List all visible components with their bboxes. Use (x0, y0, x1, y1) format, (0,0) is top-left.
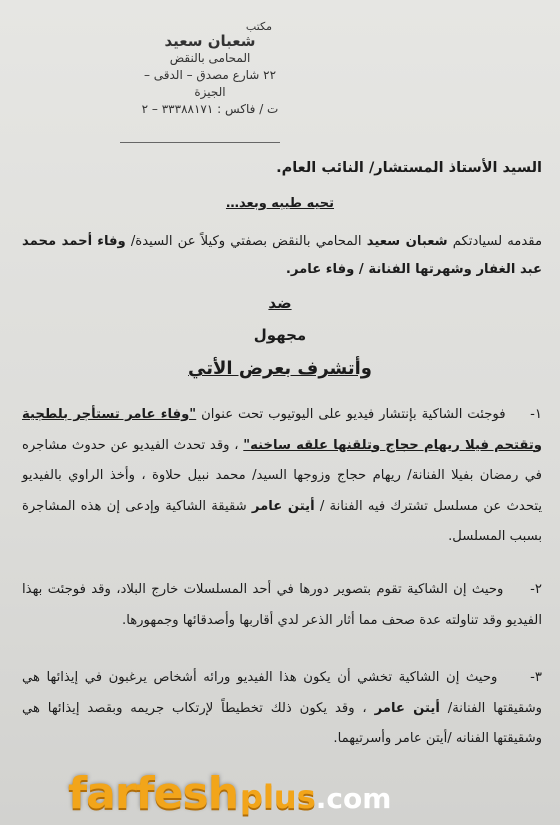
intro-client-short: وفاء (97, 234, 126, 249)
paragraph-3-text-b: ، وقد يكون ذلك تخطيطاً لإرتكاب جريمه وبقصد إيذائها هي وشقيقتها الفنانه /أيتن عامر وأسرتيهما. (22, 700, 542, 746)
paragraph-3-text-a: وحيث إن الشاكية تخشي أن يكون هذا الفيديو ورائه أشخاص يرغبون في إيذائها هي وشقيقتها الفنانة/ (22, 670, 542, 716)
intro-paragraph (22, 228, 542, 284)
site-watermark-logo (68, 768, 488, 820)
paragraph-1-number: ١- (530, 407, 542, 422)
paragraph-1-video-title: "وفاء عامر تستأجر بلطجية وتقتحم فيلا ريهام حجاج وتلقنها علقه ساخنه" (22, 407, 542, 453)
letterhead-address: ٢٢ شارع مصدق – الدقى – الجيزة (143, 68, 277, 99)
paragraph-1 (22, 400, 542, 553)
intro-lawyer-name: شعبان سعيد (366, 234, 448, 249)
watermark-main: farfesh (68, 768, 239, 819)
paragraph-3-number: ٣- (530, 670, 542, 685)
paragraph-1-text-b: ، وقد تحدث الفيديو عن حدوث مشاجره في رمضان بفيلا الفنانة/ ريهام حجاج وزوجها السيد/ محمد نبيل حلاوة ، وأخذ الراوي بالفيديو يتحدث عن مسلسل تشترك فيه الفنانة / (22, 437, 542, 514)
paragraph-2-text: وحيث إن الشاكية تقوم بتصوير دورها في أحد المسلسلات خارج البلاد، وقد فوجئت بهذا الفيديو وقد تناولته عدة صحف مما أثار الذعر لدي أقاربها وأصدقائها وجمهورها. (22, 582, 542, 628)
letterhead-divider (120, 142, 280, 143)
letterhead-lawyer-name: شعبان سعيد (164, 32, 256, 50)
against-label: ضد (268, 294, 292, 312)
intro-prefix: مقدمه لسيادتكم (452, 234, 543, 249)
letterhead-phone: ت / فاكس : ٣٣٣٨٨١٧١ – ٢ (141, 102, 279, 116)
paragraph-1-name: أيتن عامر (251, 498, 315, 514)
intro-client-full: أحمد محمد عبد الغفار وشهرتها الفنانة / وفاء عامر. (22, 234, 542, 277)
paragraph-2 (22, 575, 542, 636)
paragraph-1-text-a: فوجئت الشاكية بإنتشار فيديو على اليوتيوب تحت عنوان (201, 407, 506, 422)
letterhead (140, 18, 280, 143)
section-title: وأتشرف بعرض الأتي (188, 358, 372, 379)
paragraph-3-name: أيتن عامر (374, 700, 440, 716)
addressee-line: السيد الأستاذ المستشار/ النائب العام. (276, 160, 542, 176)
paragraph-1-text-c: شقيقة الشاكية وإدعى إن هذه المشاجرة بسبب المسلسل. (22, 498, 542, 544)
paragraph-3 (22, 663, 542, 755)
watermark-sub: plus (240, 778, 316, 816)
intro-middle: المحامي بالنقض بصفتي وكيلاً عن السيدة/ (130, 234, 362, 249)
letterhead-office: مكتب (245, 20, 272, 33)
greeting: تحيه طيبه وبعد… (225, 196, 335, 211)
defendant-label: مجهول (253, 326, 307, 344)
watermark-domain: .com (315, 782, 392, 815)
letterhead-title: المحامى بالنقض (169, 51, 251, 65)
paragraph-2-number: ٢- (530, 582, 542, 597)
